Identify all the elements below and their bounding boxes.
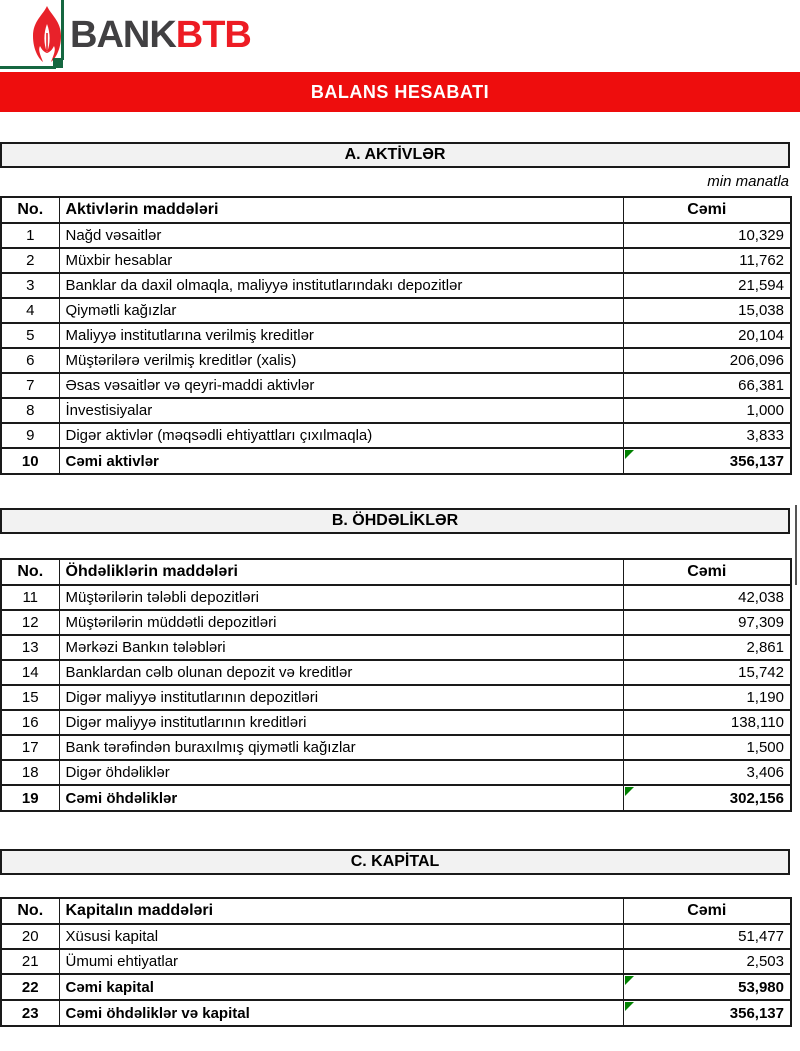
row-number: 8 — [1, 398, 59, 423]
table-row — [1, 760, 791, 785]
row-label: Cəmi aktivlər — [59, 448, 623, 474]
logo-divider-line — [61, 0, 64, 60]
row-label: Müştərilərin müddətli depozitləri — [59, 610, 623, 635]
table-row — [1, 924, 791, 949]
col-header-total: Cəmi — [623, 197, 791, 223]
row-label: Cəmi öhdəliklər və kapital — [59, 1000, 623, 1026]
table-row — [1, 348, 791, 373]
table-row — [1, 323, 791, 348]
formula-marker-icon — [625, 976, 634, 985]
row-label: Əsas vəsaitlər və qeyri-maddi aktivlər — [59, 373, 623, 398]
section-capital-header — [0, 849, 790, 875]
wordmark-bank: BANK — [70, 14, 176, 56]
liabilities-table — [0, 558, 792, 812]
row-value: 1,000 — [623, 398, 791, 423]
table-row — [1, 273, 791, 298]
col-header-total: Cəmi — [623, 898, 791, 924]
row-value: 51,477 — [623, 924, 791, 949]
row-label: Nağd vəsaitlər — [59, 223, 623, 248]
row-number: 16 — [1, 710, 59, 735]
row-number: 14 — [1, 660, 59, 685]
formula-marker-icon — [625, 787, 634, 796]
row-number: 5 — [1, 323, 59, 348]
row-label: İnvestisiyalar — [59, 398, 623, 423]
section-capital — [0, 849, 790, 1027]
row-label: Banklar da daxil olmaqla, maliyyə institutlarındakı depozitlər — [59, 273, 623, 298]
row-label: Müştərilərin tələbli depozitləri — [59, 585, 623, 610]
sheet-edge-gridline — [795, 505, 797, 585]
row-label: Cəmi öhdəliklər — [59, 785, 623, 811]
table-row — [1, 949, 791, 974]
liabilities-table-header-row — [1, 559, 791, 585]
table-row — [1, 223, 791, 248]
report-title-banner — [0, 72, 800, 112]
logo-header — [0, 0, 800, 72]
row-value: 10,329 — [623, 223, 791, 248]
row-label: Müxbir hesablar — [59, 248, 623, 273]
row-number: 20 — [1, 924, 59, 949]
row-number: 11 — [1, 585, 59, 610]
formula-marker-icon — [625, 450, 634, 459]
row-label: Bank tərəfindən buraxılmış qiymətli kağızlar — [59, 735, 623, 760]
section-capital-title: C. KAPİTAL — [350, 853, 440, 870]
row-value: 302,156 — [623, 785, 791, 811]
section-assets — [0, 142, 790, 475]
table-row — [1, 298, 791, 323]
table-row — [1, 710, 791, 735]
row-number: 19 — [1, 785, 59, 811]
row-value: 97,309 — [623, 610, 791, 635]
logo-square — [53, 58, 63, 68]
row-value: 3,833 — [623, 423, 791, 448]
col-header-items: Öhdəliklərin maddələri — [59, 559, 623, 585]
row-value: 21,594 — [623, 273, 791, 298]
total-row — [1, 785, 791, 811]
row-number: 17 — [1, 735, 59, 760]
row-value: 66,381 — [623, 373, 791, 398]
row-value: 20,104 — [623, 323, 791, 348]
row-label: Banklardan cəlb olunan depozit və kreditlər — [59, 660, 623, 685]
table-row — [1, 373, 791, 398]
row-value: 15,038 — [623, 298, 791, 323]
table-row — [1, 660, 791, 685]
row-label: Digər öhdəliklər — [59, 760, 623, 785]
section-liabilities-title: B. ÖHDƏLİKLƏR — [331, 512, 459, 529]
wordmark-btb: BTB — [175, 14, 251, 56]
col-header-no: No. — [1, 898, 59, 924]
capital-table — [0, 897, 792, 1027]
row-label: Digər aktivlər (məqsədli ehtiyattları çıxılmaqla) — [59, 423, 623, 448]
row-number: 21 — [1, 949, 59, 974]
unit-note: min manatla — [707, 173, 789, 190]
col-header-no: No. — [1, 559, 59, 585]
row-value: 2,503 — [623, 949, 791, 974]
report-title: BALANS HESABATI — [310, 81, 490, 102]
table-row — [1, 585, 791, 610]
row-number: 23 — [1, 1000, 59, 1026]
col-header-total: Cəmi — [623, 559, 791, 585]
table-row — [1, 635, 791, 660]
row-value: 356,137 — [623, 448, 791, 474]
row-number: 13 — [1, 635, 59, 660]
row-value: 3,406 — [623, 760, 791, 785]
row-number: 1 — [1, 223, 59, 248]
row-number: 6 — [1, 348, 59, 373]
row-label: Digər maliyyə institutlarının kreditləri — [59, 710, 623, 735]
row-label: Ümumi ehtiyatlar — [59, 949, 623, 974]
section-assets-header — [0, 142, 790, 168]
row-number: 18 — [1, 760, 59, 785]
section-assets-title: A. AKTİVLƏR — [344, 146, 446, 163]
formula-marker-icon — [625, 1002, 634, 1011]
row-number: 7 — [1, 373, 59, 398]
row-label: Müştərilərə verilmiş kreditlər (xalis) — [59, 348, 623, 373]
total-row — [1, 974, 791, 1000]
row-label: Mərkəzi Bankın tələbləri — [59, 635, 623, 660]
capital-table-header-row — [1, 898, 791, 924]
table-row — [1, 248, 791, 273]
row-number: 15 — [1, 685, 59, 710]
row-value: 138,110 — [623, 710, 791, 735]
row-value: 15,742 — [623, 660, 791, 685]
table-row — [1, 398, 791, 423]
logo-baseline — [0, 66, 56, 69]
section-liabilities — [0, 508, 790, 812]
assets-table — [0, 196, 792, 475]
row-value: 356,137 — [623, 1000, 791, 1026]
table-row — [1, 423, 791, 448]
row-label: Digər maliyyə institutlarının depozitləri — [59, 685, 623, 710]
row-number: 22 — [1, 974, 59, 1000]
row-value: 1,500 — [623, 735, 791, 760]
row-value: 1,190 — [623, 685, 791, 710]
row-value: 53,980 — [623, 974, 791, 1000]
row-value: 206,096 — [623, 348, 791, 373]
row-number: 4 — [1, 298, 59, 323]
row-value: 42,038 — [623, 585, 791, 610]
row-number: 10 — [1, 448, 59, 474]
row-number: 12 — [1, 610, 59, 635]
row-value: 2,861 — [623, 635, 791, 660]
col-header-no: No. — [1, 197, 59, 223]
table-row — [1, 610, 791, 635]
assets-table-header-row — [1, 197, 791, 223]
total-row — [1, 1000, 791, 1026]
row-label: Xüsusi kapital — [59, 924, 623, 949]
table-row — [1, 735, 791, 760]
table-row — [1, 685, 791, 710]
row-number: 2 — [1, 248, 59, 273]
row-label: Cəmi kapital — [59, 974, 623, 1000]
col-header-items: Kapitalın maddələri — [59, 898, 623, 924]
row-label: Maliyyə institutlarına verilmiş kreditlər — [59, 323, 623, 348]
total-row — [1, 448, 791, 474]
col-header-items: Aktivlərin maddələri — [59, 197, 623, 223]
bank-wordmark — [70, 14, 251, 56]
row-label: Qiymətli kağızlar — [59, 298, 623, 323]
row-number: 9 — [1, 423, 59, 448]
section-liabilities-header — [0, 508, 790, 534]
row-number: 3 — [1, 273, 59, 298]
row-value: 11,762 — [623, 248, 791, 273]
